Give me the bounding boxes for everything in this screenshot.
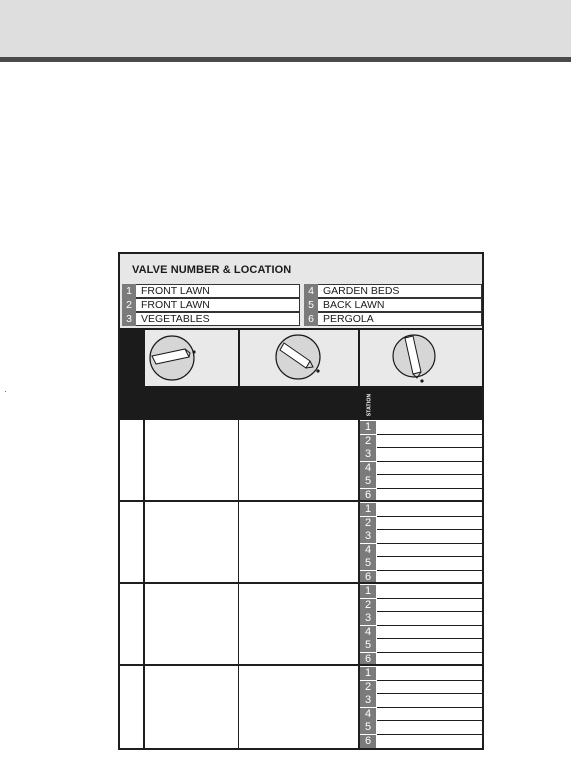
station-number: 3 (360, 612, 376, 625)
station-row[interactable] (360, 421, 482, 435)
station-number: 1 (360, 503, 376, 516)
station-row[interactable] (360, 735, 482, 749)
station-number: 1 (360, 667, 376, 680)
dial-panel-3 (360, 330, 482, 386)
station-row[interactable] (360, 681, 482, 695)
dial-band (120, 328, 482, 390)
dial-panel-1 (145, 330, 238, 386)
station-number: 4 (360, 544, 376, 557)
station-number: 4 (360, 626, 376, 639)
column-divider (238, 584, 239, 666)
valve-location-field[interactable]: FRONT LAWN (136, 284, 300, 298)
station-row[interactable] (360, 585, 482, 599)
dial-knob-position-2-icon (240, 330, 358, 386)
valve-number: 5 (304, 298, 318, 312)
valve-location-field[interactable]: BACK LAWN (318, 298, 482, 312)
column-divider (143, 420, 145, 502)
station-number: 2 (360, 435, 376, 448)
program-cell[interactable] (120, 502, 143, 584)
station-row[interactable] (360, 639, 482, 653)
station-number: 6 (360, 735, 376, 748)
page-header-rule (0, 57, 571, 62)
column-divider (238, 502, 239, 584)
valve-row-1 (122, 284, 300, 298)
valve-location-title: VALVE NUMBER & LOCATION (132, 264, 292, 276)
schedule-group-1 (120, 420, 482, 502)
valve-number: 1 (122, 284, 136, 298)
station-number: 5 (360, 557, 376, 570)
station-row[interactable] (360, 612, 482, 626)
station-row[interactable] (360, 544, 482, 558)
station-number: 3 (360, 530, 376, 543)
dial-knob-position-1-icon (145, 330, 238, 386)
station-row[interactable] (360, 694, 482, 708)
station-header-label: STATION (366, 393, 373, 417)
valve-number: 4 (304, 284, 318, 298)
station-number: 2 (360, 517, 376, 530)
station-number: 1 (360, 421, 376, 434)
station-row[interactable] (360, 435, 482, 449)
schedule-group-4 (120, 666, 482, 748)
valve-row-5 (304, 298, 482, 312)
valve-number: 2 (122, 298, 136, 312)
station-number: 1 (360, 585, 376, 598)
station-number: 5 (360, 475, 376, 488)
station-row[interactable] (360, 557, 482, 571)
column-divider (143, 584, 145, 666)
valve-location-field[interactable]: FRONT LAWN (136, 298, 300, 312)
station-row[interactable] (360, 530, 482, 544)
station-row[interactable] (360, 448, 482, 462)
station-number: 2 (360, 599, 376, 612)
column-header-band (120, 390, 482, 420)
station-row[interactable] (360, 517, 482, 531)
valve-location-field[interactable]: VEGETABLES (136, 312, 300, 326)
page-top-band (0, 0, 571, 57)
station-number: 4 (360, 462, 376, 475)
dial-panel-2 (240, 330, 358, 386)
valve-row-6 (304, 312, 482, 326)
valve-number: 3 (122, 312, 136, 326)
station-row[interactable] (360, 475, 482, 489)
valve-location-field[interactable]: PERGOLA (318, 312, 482, 326)
column-divider (143, 502, 145, 584)
schedule-group-2 (120, 502, 482, 584)
dial-knob-position-3-icon (360, 330, 482, 386)
valve-location-field[interactable]: GARDEN BEDS (318, 284, 482, 298)
station-row[interactable] (360, 626, 482, 640)
valve-location-header (120, 254, 482, 328)
valve-number: 6 (304, 312, 318, 326)
valve-schedule-card (118, 252, 484, 750)
column-divider (238, 420, 239, 502)
station-number: 3 (360, 694, 376, 707)
margin-mark: · (4, 386, 7, 396)
station-number: 6 (360, 653, 376, 666)
station-number: 3 (360, 448, 376, 461)
station-number: 2 (360, 681, 376, 694)
column-divider (238, 666, 239, 748)
station-column-header (364, 393, 378, 419)
program-cell[interactable] (120, 666, 143, 748)
program-cell[interactable] (120, 584, 143, 666)
station-number: 6 (360, 571, 376, 584)
column-divider (143, 666, 145, 748)
station-row[interactable] (360, 667, 482, 681)
station-row[interactable] (360, 708, 482, 722)
station-row[interactable] (360, 462, 482, 476)
station-number: 6 (360, 489, 376, 502)
station-row[interactable] (360, 721, 482, 735)
station-number: 5 (360, 721, 376, 734)
station-number: 4 (360, 708, 376, 721)
station-row[interactable] (360, 503, 482, 517)
valve-row-4 (304, 284, 482, 298)
station-number: 5 (360, 639, 376, 652)
program-cell[interactable] (120, 420, 143, 502)
valve-row-3 (122, 312, 300, 326)
valve-row-2 (122, 298, 300, 312)
station-row[interactable] (360, 599, 482, 613)
schedule-group-3 (120, 584, 482, 666)
